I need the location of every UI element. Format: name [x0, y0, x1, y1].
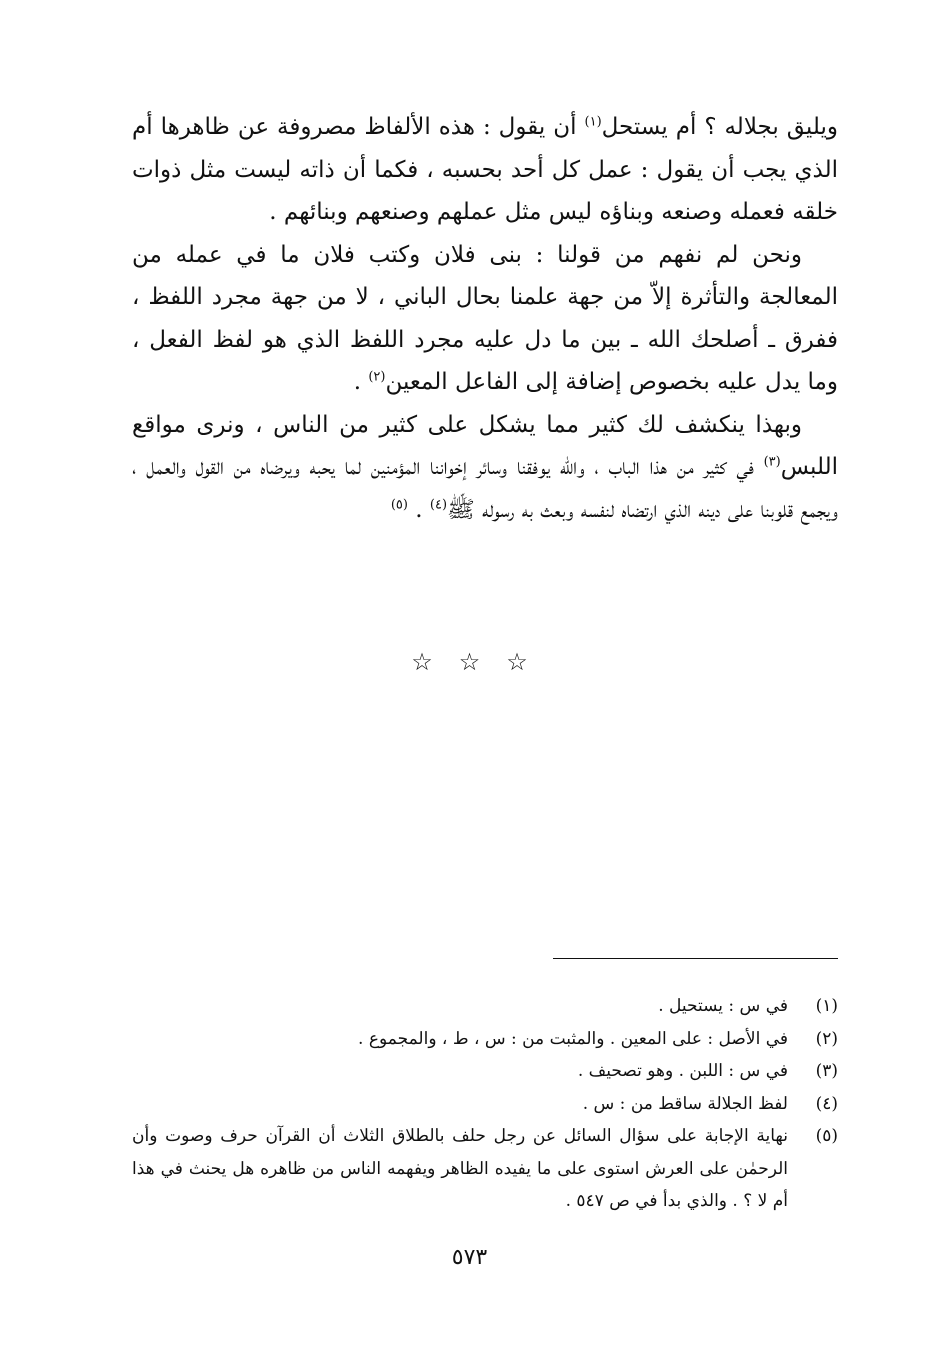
footnote-2: [132, 1023, 838, 1056]
footnotes: [132, 990, 838, 1218]
footnote-ref-4[interactable]: (٤): [429, 496, 448, 512]
paragraph-1-text-a: ويليق بجلاله ؟ أم يستحل: [601, 114, 838, 140]
footnote-ref-5[interactable]: (٥): [390, 496, 408, 512]
paragraph-1-text-b: أن يقول : هذه الألفاظ مصروفة عن ظاهرها أم الذي يجب أن يقول : عمل كل أحد بحسبه ، فكما أن ذاته ليست مثل ذوات خلقه فعمله وصنعه وبناؤه ليس مثل عملهم وصنعهم وبنائهم .: [132, 114, 838, 225]
paragraph-2-text-a: ونحن لم نفهم من قولنا : بنى فلان وكتب فلان ما في عمله من المعالجة والتأثرة إلاّ من جهة علمنا بحال الباني ، لا من جهة مجرد اللفظ ، ففرق ـ أصلحك الله ـ بين ما دل عليه مجرد اللفظ الذي هو لفظ الفعل ، وما يدل عليه بخصوص إضافة إلى الفاعل المعين: [132, 241, 838, 395]
paragraph-2: [132, 234, 838, 404]
footnote-text: لفظ الجلالة ساقط من : س .: [582, 1093, 788, 1114]
footnote-3: [132, 1055, 838, 1088]
footnote-number: (٥): [815, 1126, 838, 1146]
paragraph-2-text-b: .: [353, 369, 369, 395]
footnote-number: (١): [815, 996, 838, 1016]
footnote-ref-3[interactable]: (٣): [763, 454, 781, 470]
footnote-5: [132, 1120, 838, 1218]
footnote-ref-1[interactable]: (١): [584, 114, 602, 130]
footnote-ref-2[interactable]: (٢): [368, 369, 386, 385]
footnote-text: في الأصل : على المعين . والمثبت من : س ، ط ، والمجموع .: [358, 1028, 788, 1049]
section-separator: [0, 648, 939, 676]
footnote-1: [132, 990, 838, 1023]
footnote-number: (٣): [815, 1061, 838, 1081]
paragraph-3-text-c: .: [407, 496, 430, 523]
paragraph-3-text-a: وبهذا ينكشف لك كثير مما يشكل على كثير من الناس ، ونرى مواقع اللبس: [132, 411, 838, 480]
footnote-4: [132, 1088, 838, 1121]
page-number: ٥٧٣: [451, 1245, 488, 1270]
paragraph-1: [132, 106, 838, 234]
star-icon: ☆: [506, 648, 528, 676]
star-icon: ☆: [458, 648, 481, 676]
footnote-text: في س : اللبن . وهو تصحيف .: [577, 1061, 788, 1081]
star-icon: ☆: [411, 648, 433, 676]
footnote-divider: [553, 958, 838, 959]
main-text: [132, 106, 838, 531]
paragraph-3-text-b: في كثير من هذا الباب ، والله يوفقنا وسائر إخواننا المؤمنين لما يحبه ويرضاه من القول والعمل ، ويجمع قلوبنا على دينه الذي ارتضاه لنفسه وبعث به رسوله ﷺ: [132, 454, 838, 523]
footnote-number: (٢): [815, 1028, 838, 1049]
footnote-number: (٤): [815, 1093, 838, 1114]
footnote-text: في س : يستحيل .: [658, 996, 788, 1016]
paragraph-3: [132, 404, 838, 532]
footnote-text: نهاية الإجابة على سؤال السائل عن رجل حلف بالطلاق الثلاث أن القرآن حرف وصوت وأن الرحمٰن على العرش استوى على ما يفيده الظاهر ويفهمه الناس من ظاهره هل يحنث في هذا أم لا ؟ . والذي بدأ في ص ٥٤٧ .: [132, 1126, 788, 1211]
